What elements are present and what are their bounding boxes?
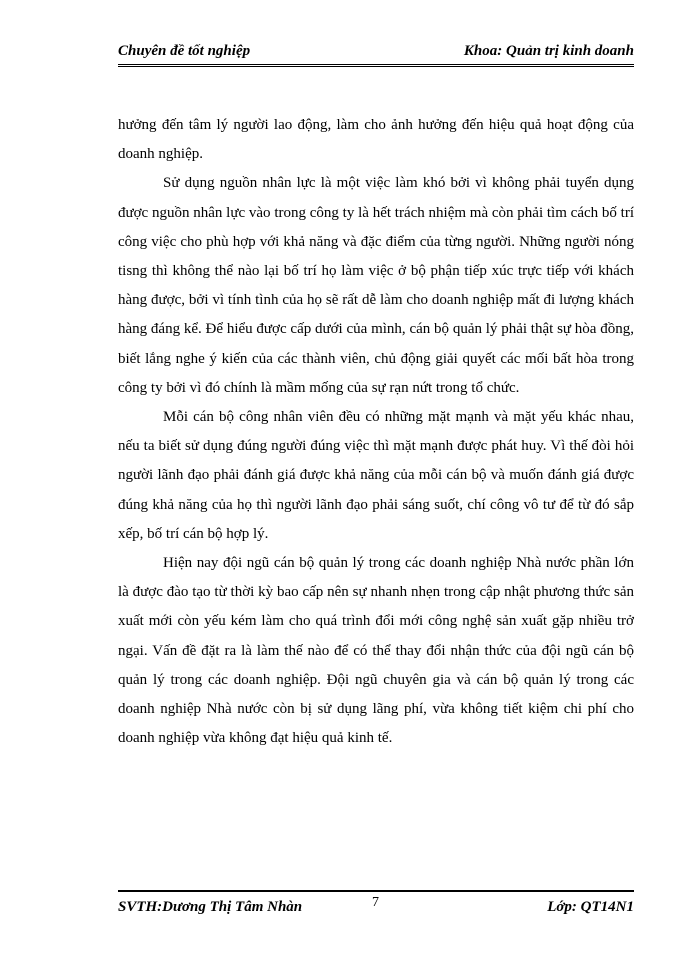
document-body	[118, 111, 634, 753]
footer-student-name: SVTH:Dương Thị Tâm Nhàn	[118, 899, 303, 915]
paragraph-1: hưởng đến tâm lý người lao động, làm cho ảnh hưởng đến hiệu quả hoạt động của doanh nghiệp.	[118, 117, 634, 163]
paragraph-3: Mỗi cán bộ công nhân viên đều có những mặt mạnh và mặt yếu khác nhau, nếu ta biết sử dụng đúng người đúng việc thì mặt mạnh được phát huy. Vì thế đòi hỏi người lãnh đạo phải đánh giá được khả năng của mỗi cán bộ và muốn đánh giá được đúng khả năng của họ thì người lãnh đạo phải sáng suốt, chí công vô tư để từ đó sắp xếp, bố trí cán bộ hợp lý.	[118, 409, 634, 542]
paragraph-2: Sử dụng nguồn nhân lực là một việc làm khó bởi vì không phải tuyển dụng được nguồn nhân lực vào trong công ty là hết trách nhiệm mà còn phải tìm cách bố trí công việc cho phù hợp với khả năng và đặc điểm của từng người. Những người nóng tisng thì không thể nào lại bố trí họ làm việc ở bộ phận tiếp xúc trực tiếp với khách hàng được, bởi vì tính tình của họ sẽ rất dễ làm cho doanh nghiệp mất đi lượng khách hàng đáng kể. Để hiểu được cấp dưới của mình, cán bộ quản lý phải thật sự hòa đồng, biết lắng nghe ý kiến của các thành viên, chủ động giải quyết các mối bất hòa trong công ty bởi vì đó chính là mầm mống của sự rạn nứt trong tổ chức.	[118, 175, 634, 396]
page-footer	[118, 890, 634, 932]
paragraph-4: Hiện nay đội ngũ cán bộ quản lý trong các doanh nghiệp Nhà nước phần lớn là được đào tạo từ thời kỳ bao cấp nên sự nhanh nhẹn trong cập nhật phương thức sản xuất mới còn yếu kém làm cho quá trình đổi mới công nghệ sản xuất gặp nhiều trở ngại. Vấn đề đặt ra là làm thế nào để có thể thay đổi nhận thức của đội ngũ cán bộ quản lý trong các doanh nghiệp. Đội ngũ chuyên gia và cán bộ quản lý trong các doanh nghiệp Nhà nước còn bị sử dụng lãng phí, vừa không tiết kiệm chi phí cho doanh nghiệp vừa không đạt hiệu quả kinh tế.	[118, 555, 634, 747]
page-header	[118, 38, 634, 67]
header-thesis-title: Chuyên đề tốt nghiệp	[118, 43, 251, 59]
footer-class: Lớp: QT14N1	[547, 899, 634, 915]
header-faculty: Khoa: Quản trị kinh doanh	[463, 43, 634, 59]
footer-page-number: 7	[372, 895, 379, 910]
